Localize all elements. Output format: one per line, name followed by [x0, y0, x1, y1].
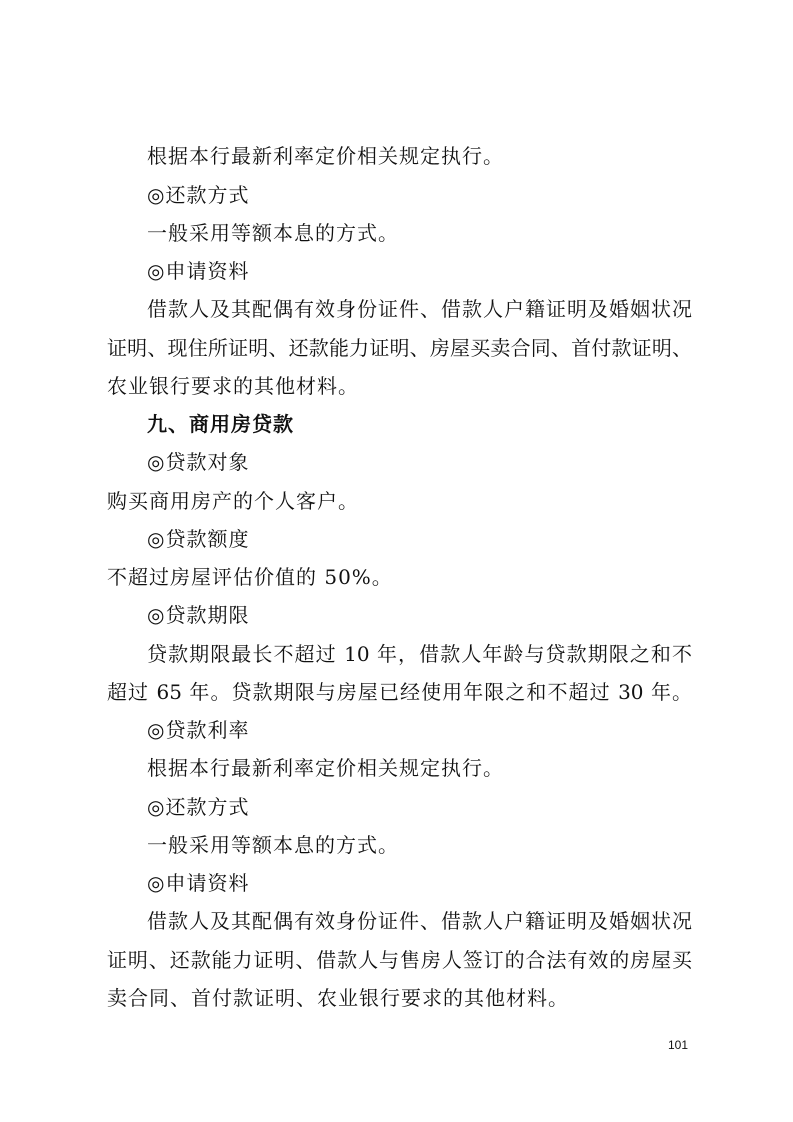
- paragraph-documents-line-2: 证明、现住所证明、还款能力证明、房屋买卖合同、首付款证明、: [107, 336, 692, 360]
- section-label-loan-term: ◎贷款期限: [147, 603, 250, 627]
- section-label-repayment: ◎还款方式: [147, 183, 250, 207]
- paragraph-repayment: 一般采用等额本息的方式。: [147, 221, 399, 245]
- section-label-loan-amount: ◎贷款额度: [147, 527, 250, 551]
- section-label-loan-target: ◎贷款对象: [147, 450, 250, 474]
- paragraph-loan-target: 购买商用房产的个人客户。: [107, 489, 359, 513]
- paragraph-documents-line-3: 农业银行要求的其他材料。: [107, 374, 359, 398]
- section-heading-commercial-loan: 九、商用房贷款: [147, 412, 294, 436]
- section-label-loan-rate: ◎贷款利率: [147, 718, 250, 742]
- paragraph-loan-term-line-1: 贷款期限最长不超过 10 年，借款人年龄与贷款期限之和不: [147, 642, 692, 666]
- paragraph-loan-rate: 根据本行最新利率定价相关规定执行。: [147, 756, 504, 780]
- paragraph-rate-rule: 根据本行最新利率定价相关规定执行。: [147, 144, 504, 168]
- page-number: 101: [668, 1038, 689, 1052]
- paragraph-loan-amount: 不超过房屋评估价值的 50%。: [107, 565, 393, 589]
- section-label-documents: ◎申请资料: [147, 259, 250, 283]
- section-label-documents-2: ◎申请资料: [147, 871, 250, 895]
- paragraph-documents-line-1: 借款人及其配偶有效身份证件、借款人户籍证明及婚姻状况: [147, 297, 692, 321]
- section-label-repayment-2: ◎还款方式: [147, 795, 250, 819]
- paragraph-repayment-2: 一般采用等额本息的方式。: [147, 833, 399, 857]
- paragraph-documents-2-line-3: 卖合同、首付款证明、农业银行要求的其他材料。: [107, 986, 569, 1010]
- paragraph-loan-term-line-2: 超过 65 年。贷款期限与房屋已经使用年限之和不超过 30 年。: [107, 680, 692, 704]
- paragraph-documents-2-line-2: 证明、还款能力证明、借款人与售房人签订的合法有效的房屋买: [107, 948, 692, 972]
- paragraph-documents-2-line-1: 借款人及其配偶有效身份证件、借款人户籍证明及婚姻状况: [147, 909, 692, 933]
